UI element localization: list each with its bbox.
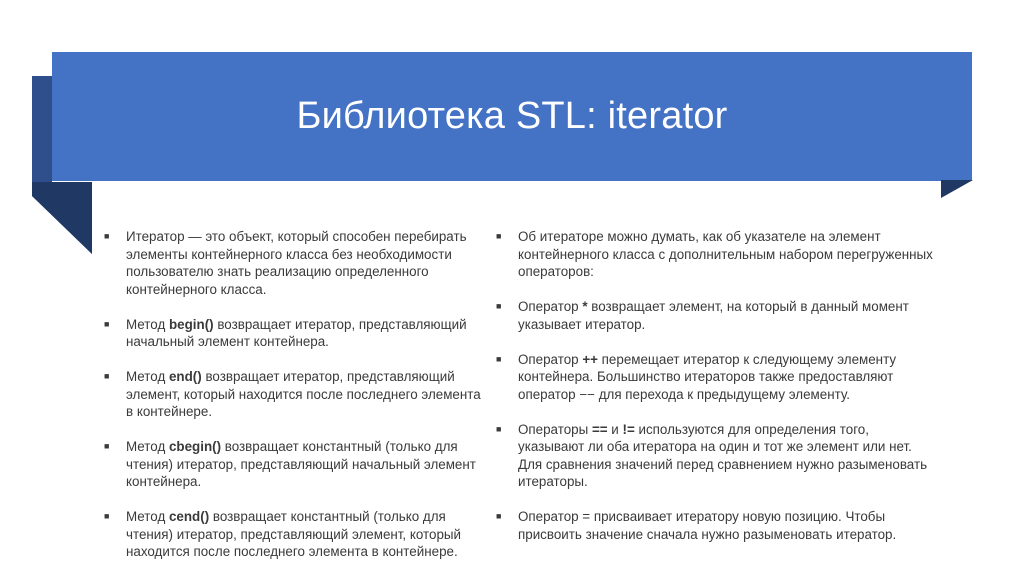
left-bullet-list [104, 228, 484, 574]
bullet-text-prefix: Метод [126, 316, 169, 332]
square-bullet-icon: ■ [496, 353, 502, 364]
square-bullet-icon: ■ [104, 441, 110, 451]
ribbon-fold-right [941, 180, 973, 198]
bullet-text-suffix: перемещает итератор к следующему элементу контейнера. Большинство итераторов также предоставляют оператор −− для перехода к предыдущему элементу. [518, 351, 897, 402]
bullet-text-prefix: Оператор [518, 299, 583, 314]
bullet-text: Об итераторе можно думать, как об указателе на элемент контейнерного класса с дополнительным набором перегруженных операторов: [518, 229, 933, 279]
square-bullet-icon: ■ [496, 231, 502, 241]
square-bullet-icon: ■ [104, 318, 110, 329]
list-item [104, 368, 484, 421]
list-item [496, 298, 936, 333]
bullet-text-suffix: возвращает итератор, представляющий начальный элемент контейнера. [126, 316, 467, 349]
square-bullet-icon: ■ [104, 511, 110, 521]
bullet-code-term: end() [168, 369, 202, 384]
bullet-text-prefix: Оператор [518, 351, 583, 367]
bullet-text-prefix: Метод [126, 439, 169, 454]
bullet-text-suffix: возвращает итератор, представляющий элемент, который находится после последнего элемента в контейнере. [126, 369, 481, 419]
list-item [104, 316, 484, 351]
bullet-text-prefix: Метод [126, 369, 169, 384]
bullet-text-suffix: возвращает элемент, на который в данный момент указывает итератор. [518, 299, 909, 332]
list-item [496, 228, 936, 281]
bullet-text-middle: и [607, 421, 623, 437]
list-item [104, 438, 484, 491]
bullet-operator-term: * [582, 299, 588, 314]
slide-title: Библиотека STL: iterator [296, 95, 728, 137]
bullet-text-suffix: возвращает константный (только для чтения) итератор, представляющий начальный элемент контейнера. [126, 439, 476, 489]
square-bullet-icon: ■ [496, 511, 502, 521]
bullet-operator-term: ++ [582, 351, 598, 367]
list-item [104, 228, 484, 298]
list-item [496, 351, 936, 404]
bullet-code-term: cbegin() [168, 439, 222, 454]
bullet-code-term: begin() [168, 316, 214, 332]
square-bullet-icon: ■ [104, 231, 110, 241]
bullet-text: Итератор — это объект, который способен перебирать элементы контейнерного класса без необходимости пользователю знать реализацию определенного контейнерного класса. [126, 229, 467, 297]
bullet-text-suffix: используются для определения того, указывают ли оба итератора на один и тот же элемент или нет. Для сравнения значений перед сравнением нужно разыменовать итераторы. [518, 421, 928, 489]
square-bullet-icon: ■ [496, 301, 502, 311]
list-item [496, 508, 936, 543]
bullet-text: Оператор = присваивает итератору новую позицию. Чтобы присвоить значение сначала нужно разыменовать итератор. [518, 509, 897, 542]
bullet-operator-term: != [622, 421, 635, 437]
right-bullet-list [496, 228, 936, 561]
bullet-code-term: cend() [168, 509, 210, 524]
list-item [496, 421, 936, 491]
bullet-text-prefix: Операторы [518, 421, 592, 437]
square-bullet-icon: ■ [496, 423, 502, 434]
bullet-operator-term: == [591, 421, 608, 437]
bullet-text-suffix: возвращает константный (только для чтения) итератор, представляющий элемент, который находится после последнего элемента в контейнере. [126, 509, 462, 559]
list-item [104, 508, 484, 561]
square-bullet-icon: ■ [104, 371, 110, 381]
bullet-text-prefix: Метод [126, 509, 169, 524]
